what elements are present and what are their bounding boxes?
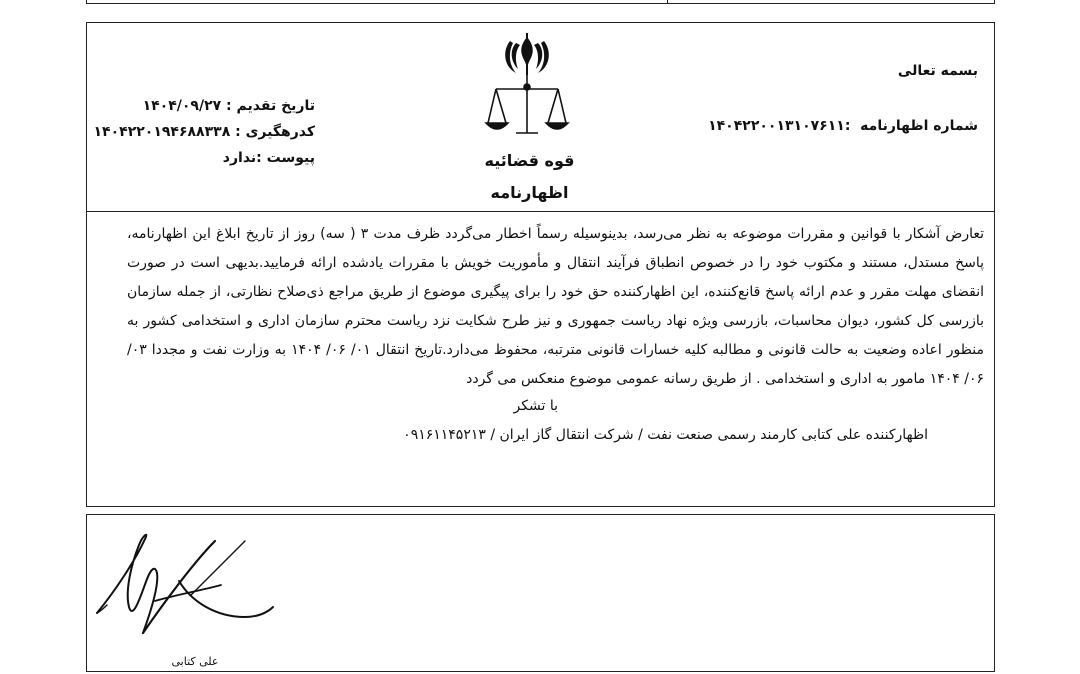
header-meta bbox=[93, 93, 315, 171]
declarant-text: اظهارکننده علی کتابی کارمند رسمی صنعت نفت / شرکت انتقال گاز ایران / ۰۹۱۶۱۱۴۵۲۱۳ bbox=[403, 427, 928, 443]
document-title: اظهارنامه bbox=[490, 183, 569, 202]
scales-of-justice-icon bbox=[486, 75, 568, 133]
body-box bbox=[86, 211, 995, 507]
header-box bbox=[86, 22, 995, 212]
organization-name: قوه قضائیه bbox=[484, 151, 575, 170]
handwritten-signature-icon bbox=[95, 521, 285, 651]
statement-number-label: شماره اظهارنامه bbox=[860, 118, 978, 134]
tracking-code-value: ۱۴۰۴۲۲۰۱۹۴۶۸۸۳۳۸ bbox=[93, 124, 231, 140]
attachment-label: پیوست bbox=[266, 150, 315, 166]
previous-section-divider bbox=[667, 0, 668, 3]
signature-name: علی کتابی bbox=[171, 655, 219, 668]
bismillah-text: بسمه تعالی bbox=[897, 63, 978, 79]
attachment-row: پیوست :ندارد bbox=[222, 150, 315, 166]
attachment-value: ندارد bbox=[222, 150, 257, 166]
submit-date-value: ۱۴۰۴/۰۹/۲۷ bbox=[142, 98, 222, 114]
tracking-code-row: کدرهگیری : ۱۴۰۴۲۲۰۱۹۴۶۸۸۳۳۸ bbox=[93, 124, 315, 140]
statement-number-value: ۱۴۰۴۲۲۰۰۱۳۱۰۷۶۱۱ bbox=[708, 118, 845, 134]
submit-date-label: تاریخ تقدیم bbox=[236, 98, 315, 114]
signature-area bbox=[95, 521, 285, 671]
tracking-code-label: کدرهگیری bbox=[245, 124, 315, 140]
statement-body-text: تعارض آشکار با قوانین و مقررات موضوعه به نظر می‌رسد، بدینوسیله رسماً اخطار می‌گردد ظرف مدت ۳ ( سه) روز از تاریخ ابلاغ این اظهارنامه، پاسخ مستدل، مستند و مکتوب خود را در خصوص انطباق فرآیند انتقال و مأموریت خویش با مقررات یادشده ارائه فرمایید.بدیهی است در صورت انقضای مهلت مقرر و عدم ارائه پاسخ قانع‌کننده، این اظهارکننده حق خود را برای پیگیری موضوع از طریق مراجع ذی‌صلاح نظارتی، از جمله سازمان بازرسی کل کشور، دیوان محاسبات، بازرسی ویژه نهاد ریاست جمهوری و نیز طرح شکایت نزد ریاست محترم سازمان اداری و استخدامی کشور به منظور اعاده وضعیت به حالت قانونی و مطالبه کلیه خسارات قانونی مترتبه، محفوظ می‌دارد.تاریخ انتقال ۰۱/ ۰۶/ ۱۴۰۴ به وزارت نفت و مجددا ۰۳/ ۰۶/ ۱۴۰۴ مامور به اداری و استخدامی . از طریق رسانه عمومی موضوع منعکس می گردد bbox=[127, 226, 984, 387]
statement-number-row: شماره اظهارنامه :۱۴۰۴۲۲۰۰۱۳۱۰۷۶۱۱ bbox=[708, 118, 978, 134]
iran-emblem-icon bbox=[482, 29, 572, 139]
judiciary-logo bbox=[482, 29, 572, 139]
previous-section-box bbox=[86, 0, 995, 4]
signature-box bbox=[86, 514, 995, 672]
submit-date-row: تاریخ تقدیم : ۱۴۰۴/۰۹/۲۷ bbox=[142, 98, 315, 114]
thanks-text: با تشکر bbox=[513, 398, 558, 414]
